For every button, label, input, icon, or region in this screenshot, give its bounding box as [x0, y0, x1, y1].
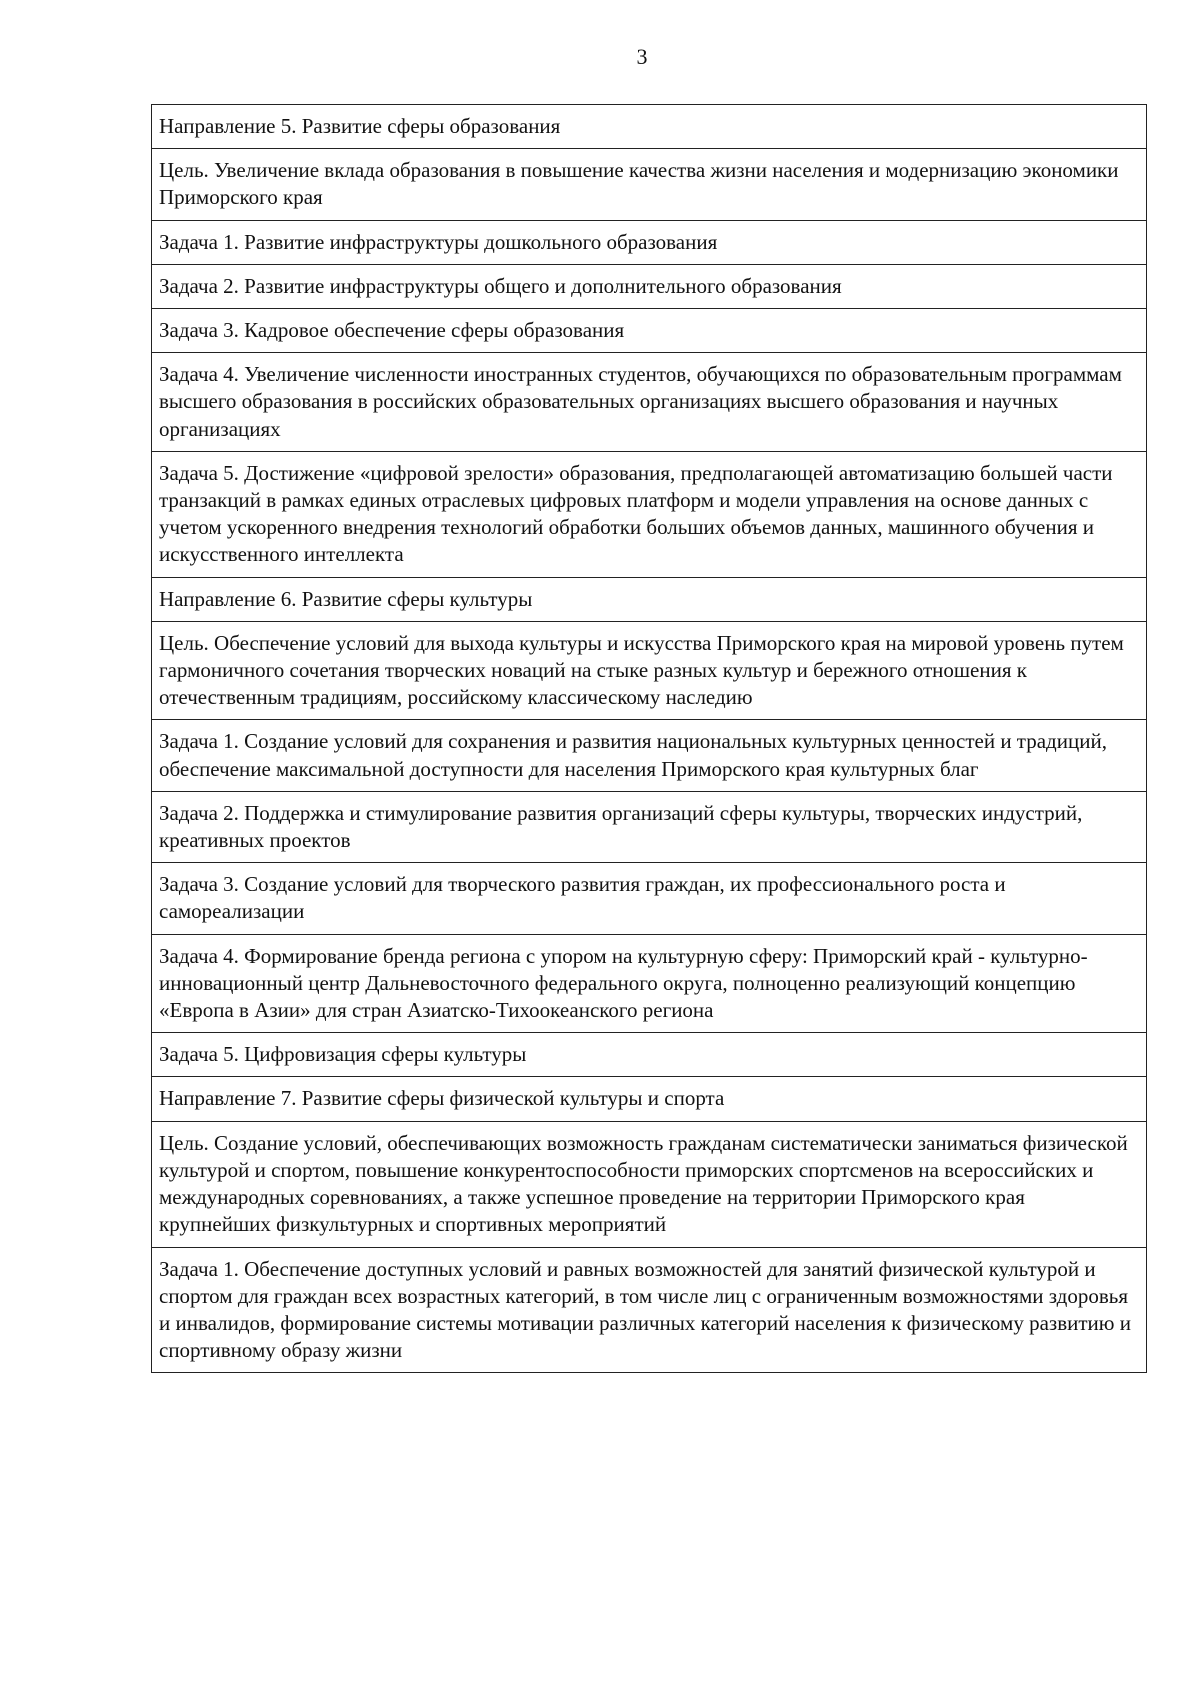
row-text: Задача 5. Достижение «цифровой зрелости» образования, предполагающей автоматизацию большей части транзакций в рамках единых отраслевых цифровых платформ и модели управления на основе данных с учетом ускоренного внедрения технологий обработки больших объемов данных, машинного обучения и искусственного интеллекта	[159, 460, 1113, 567]
strategy-table	[151, 104, 1147, 1373]
table-row-goal	[152, 1122, 1146, 1248]
row-text: Цель. Создание условий, обеспечивающих возможность гражданам систематически заниматься физической культурой и спортом, повышение конкурентоспособности приморских спортсменов на всероссийских и международных соревнованиях, а также успешное проведение на территории Приморского края крупнейших физкультурных и спортивных мероприятий	[159, 1130, 1128, 1237]
row-text: Направление 6. Развитие сферы культуры	[159, 586, 533, 611]
table-row-task	[152, 935, 1146, 1034]
table-row-task	[152, 309, 1146, 353]
row-text: Задача 2. Поддержка и стимулирование развития организаций сферы культуры, творческих индустрий, креативных проектов	[159, 800, 1083, 853]
table-row-task	[152, 353, 1146, 452]
table-row-task	[152, 452, 1146, 578]
table-row-task	[152, 265, 1146, 309]
row-text: Цель. Обеспечение условий для выхода культуры и искусства Приморского края на мировой уровень путем гармоничного сочетания творческих новаций на стыке разных культур и бережного отношения к отечественным традициям, российскому классическому наследию	[159, 630, 1124, 710]
row-text: Задача 1. Развитие инфраструктуры дошкольного образования	[159, 229, 718, 254]
table-row-task	[152, 221, 1146, 265]
row-text: Направление 5. Развитие сферы образования	[159, 114, 561, 138]
row-text: Задача 3. Создание условий для творческого развития граждан, их профессионального роста и самореализации	[159, 872, 1006, 924]
row-text: Задача 1. Обеспечение доступных условий и равных возможностей для занятий физической культурой и спортом для граждан всех возрастных категорий, в том числе лиц с ограниченным возможностями здоровья и инвалидов, формирование системы мотивации различных категорий населения к физическому развитию и спортивному образу жизни	[159, 1256, 1131, 1363]
row-text: Задача 1. Создание условий для сохранения и развития национальных культурных ценностей и традиций, обеспечение максимальной доступности для населения Приморского края культурных благ	[159, 729, 1107, 781]
table-row-task	[152, 863, 1146, 934]
table-row-task	[152, 1033, 1146, 1077]
row-text: Задача 4. Увеличение численности иностранных студентов, обучающихся по образовательным программам высшего образования в российских образовательных организациях высшего образования и научных организациях	[159, 362, 1122, 441]
table-row-goal	[152, 622, 1146, 721]
table-row-direction	[152, 1077, 1146, 1121]
table-row-direction	[152, 578, 1146, 622]
row-text: Цель. Увеличение вклада образования в повышение качества жизни населения и модернизацию экономики Приморского края	[159, 158, 1119, 210]
row-text: Направление 7. Развитие сферы физической культуры и спорта	[159, 1086, 725, 1111]
table-row-task	[152, 720, 1146, 791]
page-number: 3	[636, 44, 648, 69]
table-row-direction	[152, 105, 1146, 149]
table-row-task	[152, 1248, 1146, 1374]
row-text: Задача 3. Кадровое обеспечение сферы образования	[159, 318, 625, 343]
table-row-goal	[152, 149, 1146, 220]
row-text: Задача 2. Развитие инфраструктуры общего и дополнительного образования	[159, 273, 842, 298]
table-row-task	[152, 792, 1146, 863]
row-text: Задача 4. Формирование бренда региона с упором на культурную сферу: Приморский край - культурно-инновационный центр Дальневосточного федерального округа, полноценно реализующий концепцию «Европа в Азии» для стран Азиатско-Тихоокеанского региона	[159, 943, 1088, 1023]
row-text: Задача 5. Цифровизация сферы культуры	[159, 1042, 527, 1067]
